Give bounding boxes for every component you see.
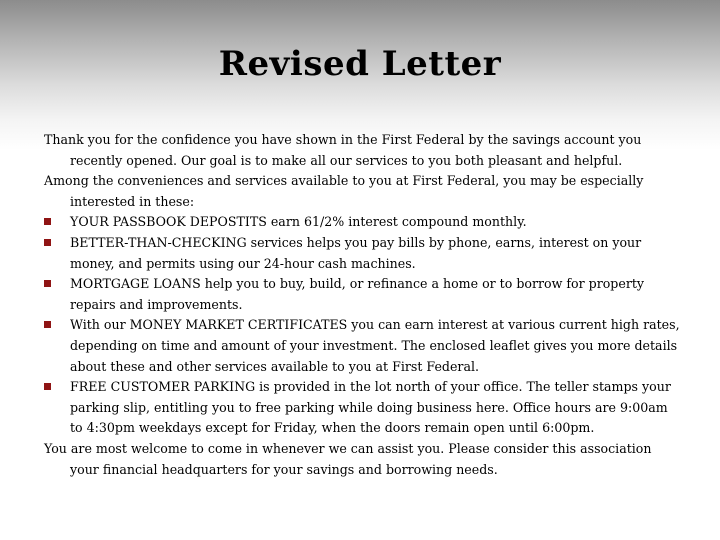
square-bullet-icon — [44, 218, 51, 225]
bullet-text: YOUR PASSBOOK DEPOSTITS earn 61/2% interest compound monthly. — [70, 214, 527, 230]
bullet-text: With our MONEY MARKET CERTIFICATES you can earn interest at various current high rates, depending on time and amount of your investment. The enclosed leaflet gives you more details about these and other services available to you at First Federal. — [70, 317, 680, 374]
square-bullet-icon — [44, 321, 51, 328]
slide-title: Revised Letter — [218, 44, 502, 84]
intro-paragraph: Among the conveniences and services available to you at First Federal, you may be especially interested in these: — [44, 173, 644, 209]
closing-paragraph: You are most welcome to come in whenever we can assist you. Please consider this association your financial headquarters for your savings and borrowing needs. — [44, 440, 652, 477]
bullet-item — [44, 377, 684, 439]
bullet-item — [44, 233, 684, 274]
intro-paragraph: Thank you for the confidence you have shown in the First Federal by the savings account you recently opened. Our goal is to make all our services to you both pleasant and helpful. — [44, 132, 642, 168]
bullet-text: MORTGAGE LOANS help you to buy, build, or refinance a home or to borrow for property repairs and improvements. — [70, 276, 645, 312]
square-bullet-icon — [44, 280, 51, 287]
square-bullet-icon — [44, 239, 51, 246]
slide-body — [44, 130, 684, 480]
bullet-text: BETTER-THAN-CHECKING services helps you pay bills by phone, earns, interest on your money, and permits using our 24-hour cash machines. — [70, 234, 642, 271]
bullet-text: FREE CUSTOMER PARKING is provided in the lot north of your office. The teller stamps your parking slip, entitling you to free parking while doing business here. Office hours are 9:00am to 4:30pm weekdays except for Friday, when the doors remain open until 6:00pm. — [70, 379, 671, 436]
bullet-item — [44, 315, 684, 377]
square-bullet-icon — [44, 383, 51, 390]
bullet-item — [44, 274, 684, 315]
bullet-item — [44, 212, 684, 233]
